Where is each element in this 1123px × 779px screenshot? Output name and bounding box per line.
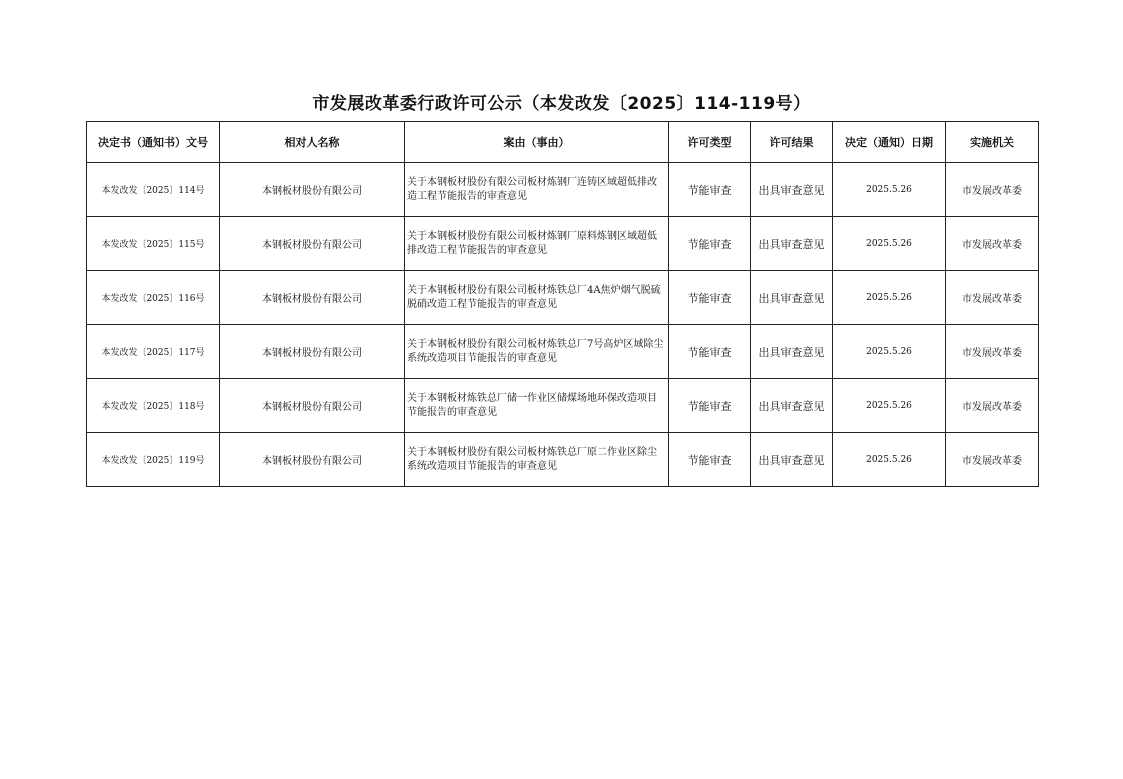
header-row [87,122,1039,163]
cell-permit-result: 出具审查意见 [751,433,833,487]
cell-authority: 市发展改革委 [946,163,1039,217]
cell-party-name: 本钢板材股份有限公司 [220,271,405,325]
cell-decision-date: 2025.5.26 [833,325,946,379]
cell-doc-no: 本发改发〔2025〕114号 [87,163,220,217]
table-row [87,217,1039,271]
cell-permit-type: 节能审查 [669,163,751,217]
cell-authority: 市发展改革委 [946,379,1039,433]
cell-decision-date: 2025.5.26 [833,163,946,217]
header-permit-result: 许可结果 [751,122,833,163]
page-title: 市发展改革委行政许可公示（本发改发〔2025〕114-119号） [312,94,811,114]
cell-reason: 关于本钢板材股份有限公司板材炼钢厂连铸区域超低排改造工程节能报告的审查意见 [405,163,669,217]
cell-permit-type: 节能审查 [669,433,751,487]
header-permit-type: 许可类型 [669,122,751,163]
cell-party-name: 本钢板材股份有限公司 [220,433,405,487]
cell-reason: 关于本钢板材股份有限公司板材炼钢厂原料炼钢区域超低排改造工程节能报告的审查意见 [405,217,669,271]
table-row [87,271,1039,325]
cell-reason: 关于本钢板材股份有限公司板材炼铁总厂4A焦炉烟气脱硫脱硝改造工程节能报告的审查意见 [405,271,669,325]
header-decision-date: 决定（通知）日期 [833,122,946,163]
table-row [87,325,1039,379]
header-doc-no: 决定书（通知书）文号 [87,122,220,163]
cell-decision-date: 2025.5.26 [833,271,946,325]
cell-doc-no: 本发改发〔2025〕118号 [87,379,220,433]
header-party-name: 相对人名称 [220,122,405,163]
table-row [87,433,1039,487]
header-authority: 实施机关 [946,122,1039,163]
table-row [87,379,1039,433]
header-reason: 案由（事由） [405,122,669,163]
cell-authority: 市发展改革委 [946,433,1039,487]
table-row [87,163,1039,217]
cell-doc-no: 本发改发〔2025〕115号 [87,217,220,271]
cell-reason: 关于本钢板材股份有限公司板材炼铁总厂原二作业区除尘系统改造项目节能报告的审查意见 [405,433,669,487]
cell-party-name: 本钢板材股份有限公司 [220,379,405,433]
cell-permit-type: 节能审查 [669,217,751,271]
cell-authority: 市发展改革委 [946,217,1039,271]
cell-party-name: 本钢板材股份有限公司 [220,163,405,217]
cell-doc-no: 本发改发〔2025〕119号 [87,433,220,487]
cell-permit-type: 节能审查 [669,271,751,325]
cell-decision-date: 2025.5.26 [833,217,946,271]
cell-decision-date: 2025.5.26 [833,379,946,433]
cell-doc-no: 本发改发〔2025〕117号 [87,325,220,379]
permit-table [86,121,1039,487]
cell-authority: 市发展改革委 [946,325,1039,379]
cell-authority: 市发展改革委 [946,271,1039,325]
cell-permit-result: 出具审查意见 [751,325,833,379]
cell-decision-date: 2025.5.26 [833,433,946,487]
cell-permit-result: 出具审查意见 [751,271,833,325]
cell-party-name: 本钢板材股份有限公司 [220,217,405,271]
cell-permit-type: 节能审查 [669,325,751,379]
cell-reason: 关于本钢板材股份有限公司板材炼铁总厂7号高炉区域除尘系统改造项目节能报告的审查意见 [405,325,669,379]
cell-permit-result: 出具审查意见 [751,379,833,433]
cell-doc-no: 本发改发〔2025〕116号 [87,271,220,325]
cell-reason: 关于本钢板材炼铁总厂储一作业区储煤场地环保改造项目节能报告的审查意见 [405,379,669,433]
cell-party-name: 本钢板材股份有限公司 [220,325,405,379]
cell-permit-result: 出具审查意见 [751,217,833,271]
cell-permit-result: 出具审查意见 [751,163,833,217]
cell-permit-type: 节能审查 [669,379,751,433]
